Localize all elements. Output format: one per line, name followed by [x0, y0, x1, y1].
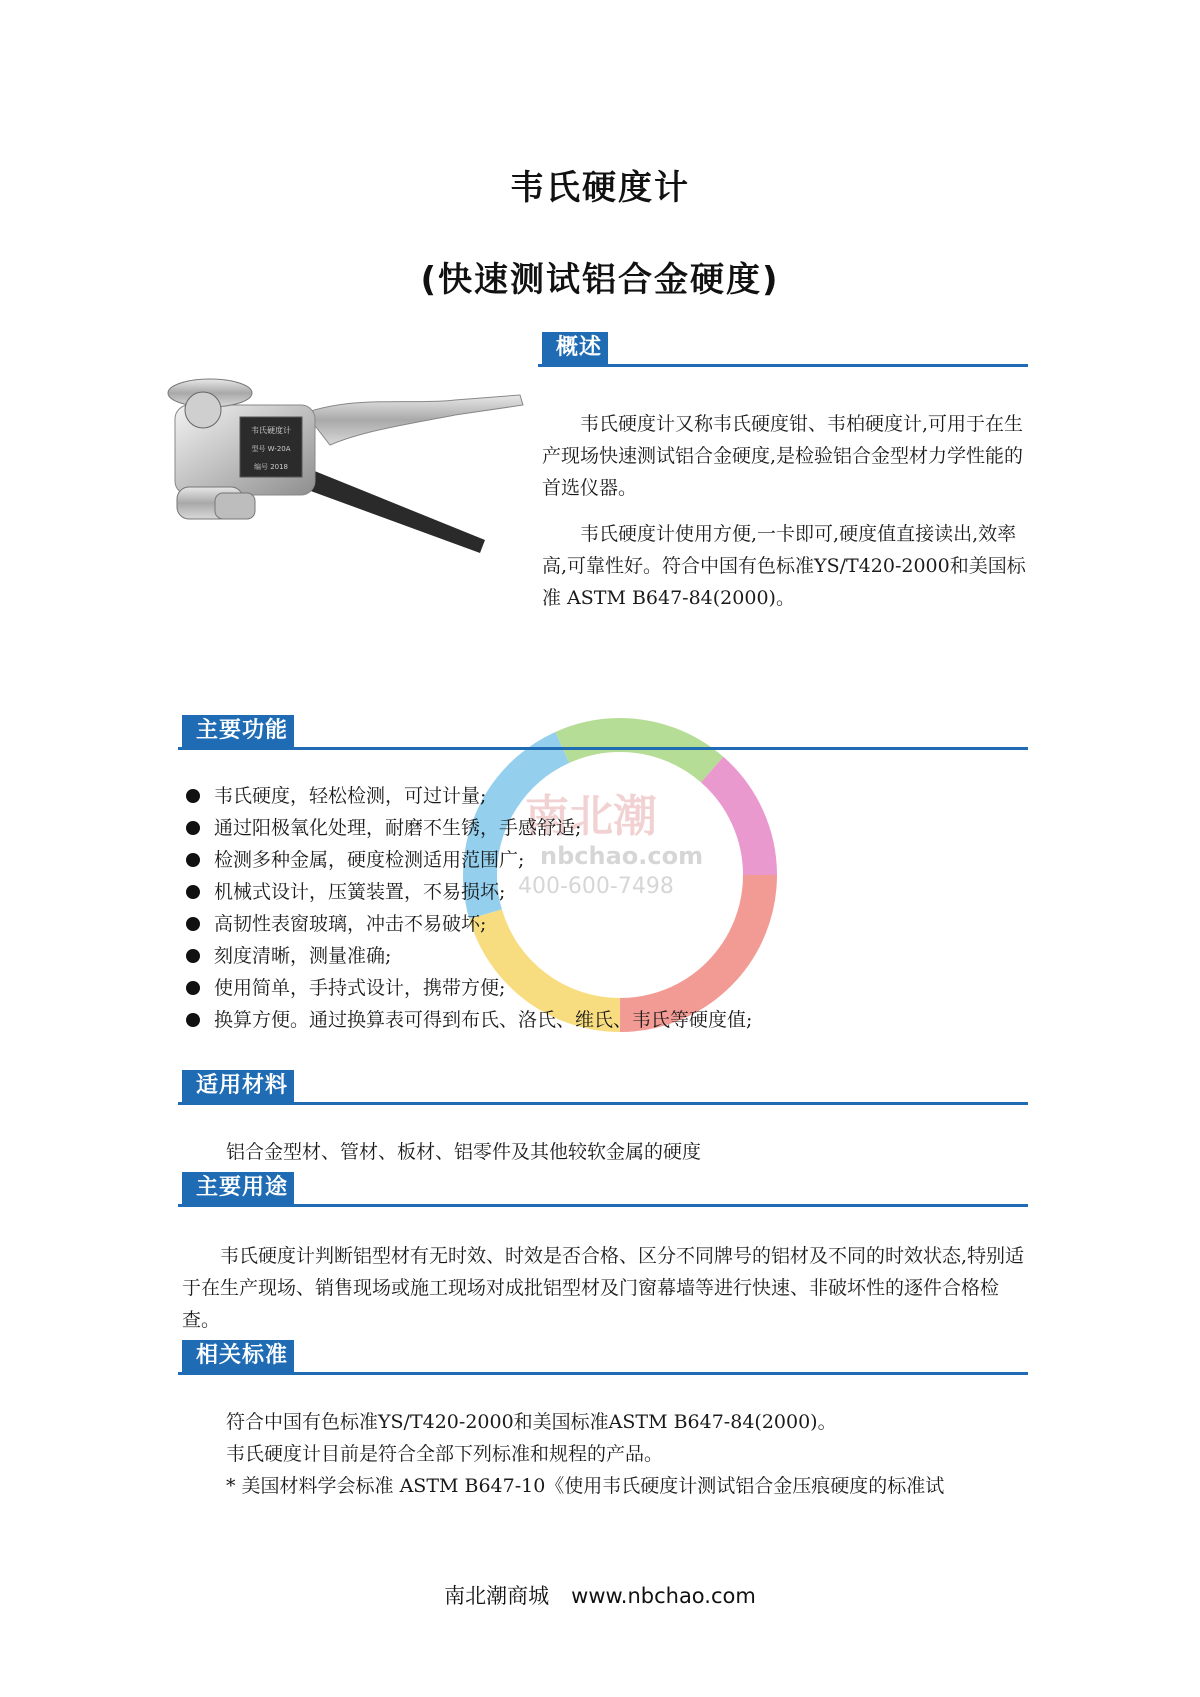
uses-section-header — [178, 1170, 1028, 1207]
bullet-icon — [186, 949, 200, 963]
hardness-tester-image — [155, 375, 535, 575]
features-section-header — [178, 713, 1028, 750]
watermark-site: nbchao.com — [540, 842, 704, 870]
uses-heading: 主要用途 — [182, 1172, 294, 1204]
bullet-icon — [186, 981, 200, 995]
overview-paragraph-1: 韦氏硬度计又称韦氏硬度钳、韦柏硬度计,可用于在生产现场快速测试铝合金硬度,是检验铝合金型材力学性能的首选仪器。 — [542, 413, 1024, 499]
list-item: 使用简单，手持式设计，携带方便; — [182, 972, 1042, 1004]
bullet-icon — [186, 821, 200, 835]
list-item: 换算方便。通过换算表可得到布氏、洛氏、维氏、韦氏等硬度值; — [182, 1004, 1042, 1036]
dial — [185, 392, 221, 428]
materials-heading: 适用材料 — [182, 1070, 294, 1102]
standards-line-3: * 美国材料学会标准 ASTM B647-10《使用韦氏硬度计测试铝合金压痕硬度的标准试 — [226, 1475, 945, 1497]
plate-text-2: 型号 W-20A — [251, 445, 291, 453]
bullet-icon — [186, 917, 200, 931]
watermark-phone: 400-600-7498 — [518, 874, 674, 899]
uses-text: 韦氏硬度计判断铝型材有无时效、时效是否合格、区分不同牌号的铝材及不同的时效状态,特别适于在生产现场、销售现场或施工现场对成批铝型材及门窗幕墙等进行快速、非破坏性的逐件合格检查。 — [182, 1245, 1025, 1331]
footer-store-name: 南北潮商城 — [444, 1584, 550, 1608]
standards-line-2: 韦氏硬度计目前是符合全部下列标准和规程的产品。 — [226, 1443, 664, 1465]
standards-line-1: 符合中国有色标准YS/T420-2000和美国标准ASTM B647-84(2000)。 — [226, 1411, 837, 1433]
page-title: 韦氏硬度计 — [510, 168, 690, 208]
bullet-icon — [186, 789, 200, 803]
plate-text-3: 编号 2018 — [253, 463, 289, 471]
bullet-icon — [186, 1013, 200, 1027]
plate-text-1: 韦氏硬度计 — [251, 426, 291, 435]
materials-text: 铝合金型材、管材、板材、铝零件及其他较软金属的硬度 — [226, 1141, 702, 1163]
jaw — [215, 493, 255, 519]
list-item: 高韧性表窗玻璃，冲击不易破坏; — [182, 908, 1042, 940]
watermark-brand: 南北潮 — [525, 791, 657, 842]
list-item: 机械式设计，压簧装置，不易损坏; — [182, 876, 1042, 908]
standards-section-header — [178, 1338, 1028, 1375]
list-item: 韦氏硬度，轻松检测，可过计量; — [182, 780, 1042, 812]
standards-heading: 相关标准 — [182, 1340, 294, 1372]
overview-heading: 概述 — [542, 332, 608, 364]
bullet-icon — [186, 853, 200, 867]
page-subtitle: (快速测试铝合金硬度) — [420, 260, 780, 300]
bullet-icon — [186, 885, 200, 899]
features-heading: 主要功能 — [182, 715, 294, 747]
overview-paragraph-2: 韦氏硬度计使用方便,一卡即可,硬度值直接读出,效率高,可靠性好。符合中国有色标准YS/T420-2000和美国标准 ASTM B647-84(2000)。 — [542, 523, 1026, 609]
upper-handle — [305, 395, 523, 445]
list-item: 检测多种金属，硬度检测适用范围广; — [182, 844, 1042, 876]
materials-section-header — [178, 1068, 1028, 1105]
footer-url[interactable]: www.nbchao.com — [571, 1584, 756, 1608]
footer — [0, 1580, 1200, 1610]
overview-section-header — [538, 330, 1028, 367]
list-item: 刻度清晰，测量准确; — [182, 940, 1042, 972]
features-list — [182, 780, 1042, 1036]
list-item: 通过阳极氧化处理，耐磨不生锈，手感舒适; — [182, 812, 1042, 844]
